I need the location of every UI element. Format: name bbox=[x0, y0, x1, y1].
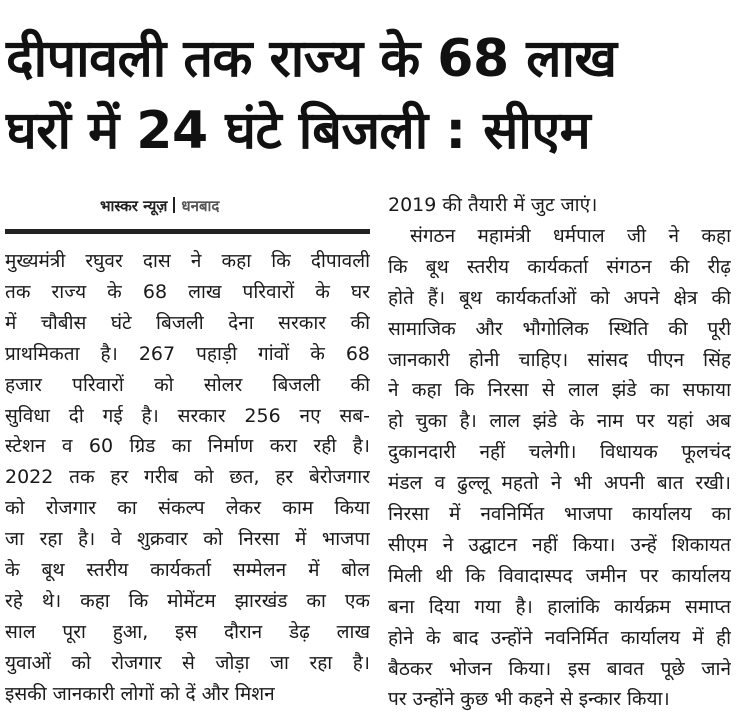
body-text-line: सीएम ने उद्घाटन नहीं किया। उन्हें शिकायत bbox=[388, 533, 731, 556]
body-text-line: युवाओं को रोजगार से जोड़ा जा रहा है। bbox=[5, 651, 370, 674]
body-text-line: मुख्यमंत्री रघुवर दास ने कहा कि दीपावली bbox=[5, 250, 370, 272]
body-text-line: पर उन्होंने कुछ भी कहने से इन्कार किया। bbox=[388, 688, 670, 711]
body-text-line: बैठकर भोजन किया। इस बावत पूछे जाने bbox=[388, 657, 731, 680]
body-text-line: मिली थी कि विवादास्पद जमीन पर कार्यालय bbox=[388, 564, 731, 587]
body-text-line: संगठन महामंत्री धर्मपाल जी ने कहा bbox=[410, 224, 731, 247]
body-text-line: दुकानदारी नहीं चलेगी। विधायक फूलचंद bbox=[388, 441, 731, 464]
body-text-line: जा रहा है। वे शुक्रवार को निरसा में भाजपा bbox=[5, 528, 370, 551]
body-text-line: इसकी जानकारी लोगों को दें और मिशन bbox=[5, 682, 275, 705]
body-text-line: हो चुका है। लाल झंडे के नाम पर यहां अब bbox=[388, 410, 731, 433]
byline-source: भास्कर न्यूज़ bbox=[100, 197, 168, 215]
body-text-line: जानकारी होनी चाहिए। सांसद पीएन सिंह bbox=[388, 348, 731, 371]
body-text-line: में चौबीस घंटे बिजली देना सरकार की bbox=[5, 311, 370, 334]
body-text-line: सामाजिक और भौगोलिक स्थिति की पूरी bbox=[388, 317, 731, 340]
body-text-line: ने कहा कि निरसा से लाल झंडे का सफाया bbox=[388, 379, 731, 402]
body-text-line: होते हैं। बूथ कार्यकर्ताओं को अपने क्षेत्र की bbox=[388, 286, 731, 309]
body-text-line: साल पूरा हुआ, इस दौरान डेढ़ लाख bbox=[5, 620, 370, 643]
byline-separator bbox=[173, 197, 175, 213]
column-rule bbox=[5, 229, 370, 234]
headline-line-1: दीपावली तक राज्य के 68 लाख bbox=[6, 29, 617, 89]
body-text-line: स्टेशन व 60 ग्रिड का निर्माण करा रही है। bbox=[5, 435, 370, 458]
body-text-line: बना दिया गया है। हालांकि कार्यक्रम समाप्त bbox=[388, 595, 731, 618]
body-text-line: हजार परिवारों को सोलर बिजली की bbox=[5, 373, 370, 396]
body-text-line: कि बूथ स्तरीय कार्यकर्ता संगठन की रीढ़ bbox=[388, 255, 731, 278]
body-text-line: को रोजगार का संकल्प लेकर काम किया bbox=[5, 497, 370, 520]
body-text-line: तक राज्य के 68 लाख परिवारों के घर bbox=[5, 280, 370, 303]
body-text-line: 2019 की तैयारी में जुट जाएं। bbox=[388, 194, 598, 216]
byline bbox=[100, 196, 219, 216]
headline-line-2: घरों में 24 घंटे बिजली : सीएम bbox=[6, 101, 591, 161]
body-text-line: 2022 तक हर गरीब को छत, हर बेरोजगार bbox=[5, 466, 370, 489]
body-text-line: के बूथ स्तरीय कार्यकर्ता सम्मेलन में बोल bbox=[5, 559, 370, 581]
body-text-line: प्राथमिकता है। 267 पहाड़ी गांवों के 68 bbox=[5, 342, 370, 365]
body-text-line: सुविधा दी गई है। सरकार 256 नए सब- bbox=[5, 404, 370, 427]
body-text-line: मंडल व ढुल्लू महतो ने भी अपनी बात रखी। bbox=[388, 472, 731, 495]
body-text-line: रहे थे। कहा कि मोमेंटम झारखंड का एक bbox=[5, 589, 370, 612]
body-text-line: होने के बाद उन्होंने नवनिर्मित कार्यालय में ही bbox=[388, 626, 731, 649]
byline-location: धनबाद bbox=[181, 197, 220, 215]
body-text-line: निरसा में नवनिर्मित भाजपा कार्यालय का bbox=[388, 503, 731, 525]
